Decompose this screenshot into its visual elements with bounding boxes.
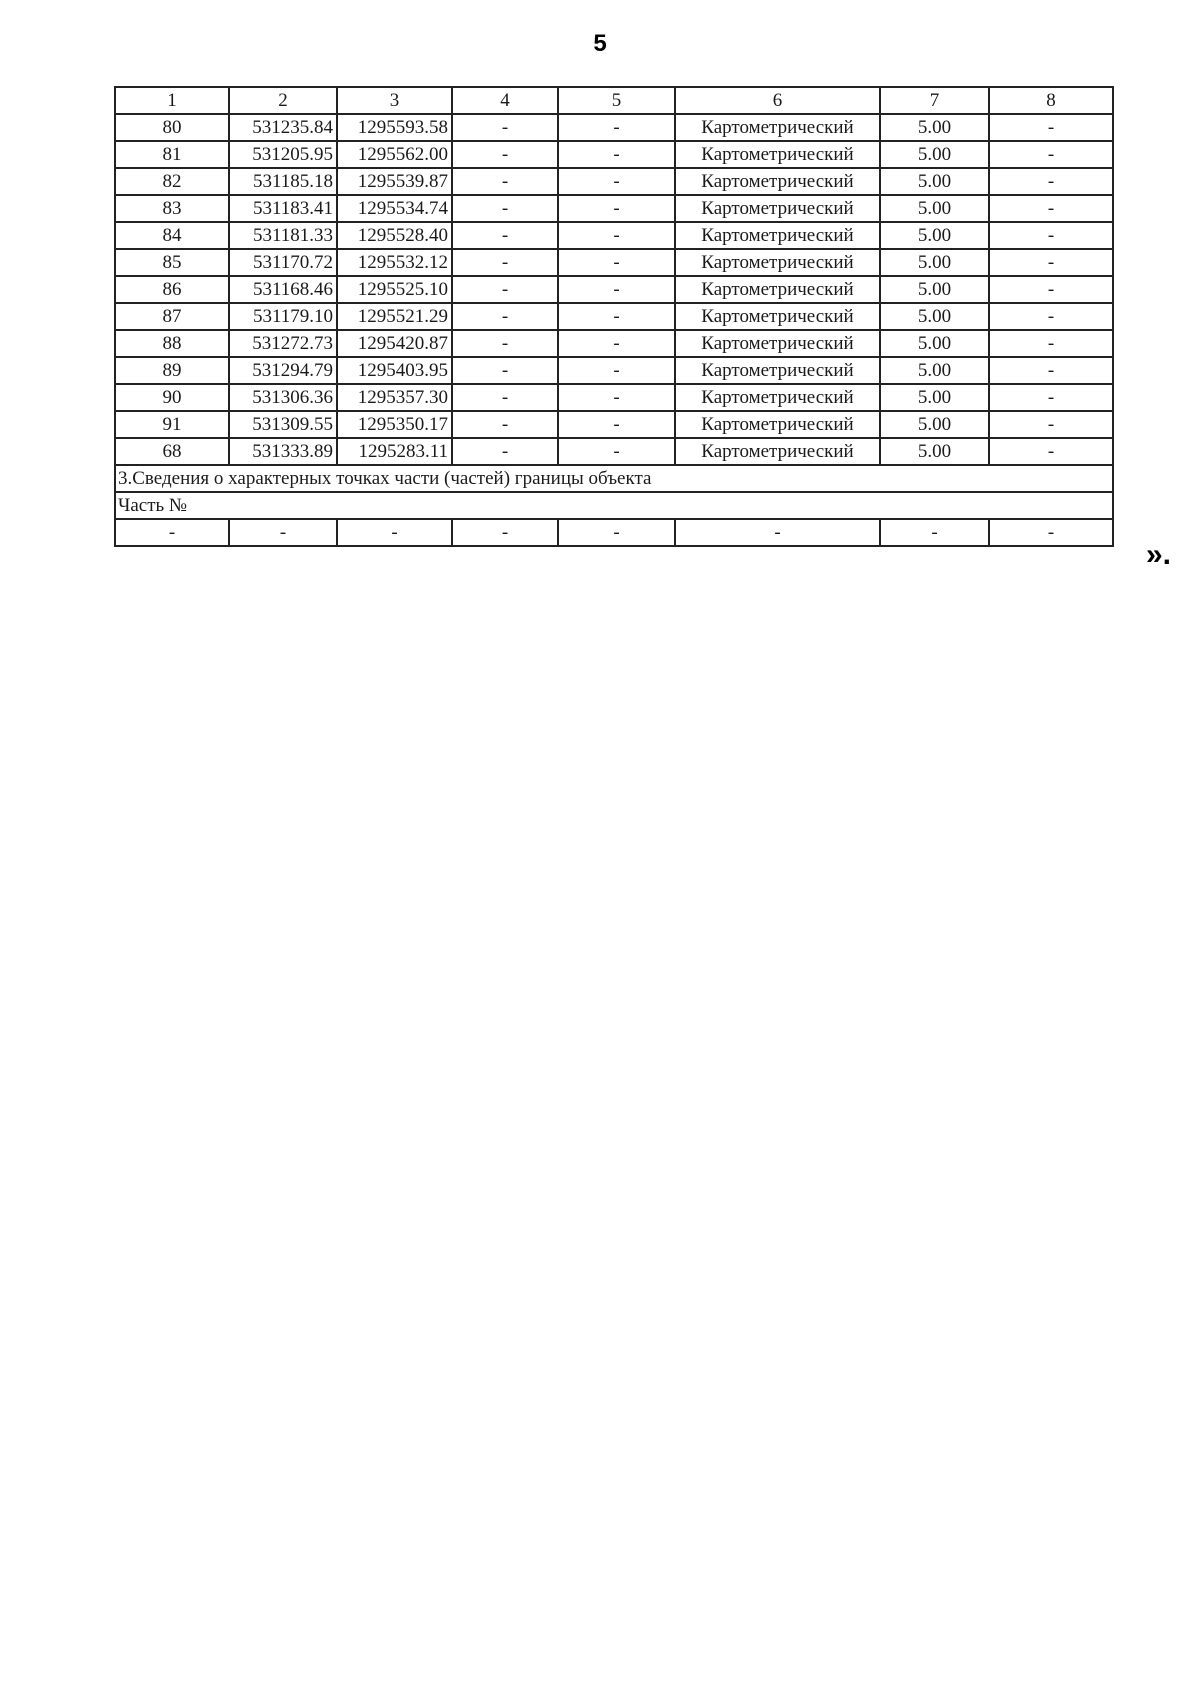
table-cell: - [558,519,675,546]
column-header: 6 [675,87,880,114]
table-cell: - [880,519,989,546]
table-cell: - [989,303,1113,330]
table-cell: - [558,114,675,141]
table-cell: - [989,249,1113,276]
table-row [115,438,1113,465]
table-cell: Картометрический [675,141,880,168]
table-cell: 1295539.87 [337,168,452,195]
table-cell: 1295283.11 [337,438,452,465]
table-cell: 531306.36 [229,384,337,411]
table-row [115,276,1113,303]
table-cell: - [558,168,675,195]
table-cell: - [452,438,558,465]
table-cell: - [452,303,558,330]
table-cell: 85 [115,249,229,276]
table-cell: - [452,141,558,168]
part-label-row [115,492,1113,519]
table-cell: - [989,114,1113,141]
table-cell: - [989,519,1113,546]
table-cell: 68 [115,438,229,465]
table-cell: Картометрический [675,168,880,195]
table-cell: 81 [115,141,229,168]
table-cell: - [558,249,675,276]
column-header: 2 [229,87,337,114]
table-cell: - [558,195,675,222]
table-cell: 531294.79 [229,357,337,384]
table-cell: 1295534.74 [337,195,452,222]
section-title: 3.Сведения о характерных точках части (частей) границы объекта [115,465,1113,492]
table-cell: 84 [115,222,229,249]
table-row [115,384,1113,411]
column-header: 3 [337,87,452,114]
table-cell: Картометрический [675,411,880,438]
table-cell: 5.00 [880,168,989,195]
table-cell: - [558,276,675,303]
table-row [115,330,1113,357]
table-cell: - [558,330,675,357]
table-cell: - [558,411,675,438]
table-row [115,303,1113,330]
table-cell: Картометрический [675,249,880,276]
table-cell: 5.00 [880,438,989,465]
table-cell: Картометрический [675,330,880,357]
table-cell: 86 [115,276,229,303]
table-cell: - [452,114,558,141]
table-cell: 531272.73 [229,330,337,357]
table-cell: 1295357.30 [337,384,452,411]
section-title-row [115,465,1113,492]
table-cell: - [989,222,1113,249]
table-cell: - [989,276,1113,303]
table-cell: 531309.55 [229,411,337,438]
table-cell: 1295521.29 [337,303,452,330]
column-header: 1 [115,87,229,114]
table-cell: 1295403.95 [337,357,452,384]
table-cell: 1295350.17 [337,411,452,438]
table-cell: 1295532.12 [337,249,452,276]
page-number: 5 [593,30,607,57]
table-row [115,141,1113,168]
column-header: 8 [989,87,1113,114]
table-cell: 5.00 [880,222,989,249]
table-cell: 531205.95 [229,141,337,168]
table-cell: 1295593.58 [337,114,452,141]
table-cell: 531168.46 [229,276,337,303]
table-cell: - [452,168,558,195]
table-cell: Картометрический [675,276,880,303]
table-cell: 91 [115,411,229,438]
table-cell: Картометрический [675,114,880,141]
table-cell: 87 [115,303,229,330]
closing-quote: ». [1146,538,1172,571]
table-cell: 531181.33 [229,222,337,249]
table-cell: - [452,330,558,357]
table-cell: Картометрический [675,384,880,411]
table-row [115,222,1113,249]
table-cell: 531185.18 [229,168,337,195]
table-cell: 89 [115,357,229,384]
table-cell: 1295525.10 [337,276,452,303]
table-cell: Картометрический [675,357,880,384]
column-header: 4 [452,87,558,114]
column-header: 7 [880,87,989,114]
table-cell: 5.00 [880,249,989,276]
table-row [115,168,1113,195]
table-cell: 5.00 [880,141,989,168]
table-cell: - [989,411,1113,438]
table-cell: 531179.10 [229,303,337,330]
table-cell: Картометрический [675,438,880,465]
table-cell: 5.00 [880,411,989,438]
table-cell: - [452,195,558,222]
table-cell: 5.00 [880,330,989,357]
table-cell: - [229,519,337,546]
table-cell: - [452,222,558,249]
table-row [115,411,1113,438]
table-row [115,114,1113,141]
table-cell: 82 [115,168,229,195]
table-cell: 90 [115,384,229,411]
table-cell: - [115,519,229,546]
column-header: 5 [558,87,675,114]
table-cell: - [452,276,558,303]
table-cell: - [452,411,558,438]
table-cell: - [452,249,558,276]
table-cell: - [452,519,558,546]
table-cell: 5.00 [880,357,989,384]
table-cell: 80 [115,114,229,141]
table-cell: 83 [115,195,229,222]
table-cell: - [558,303,675,330]
table-row [115,357,1113,384]
table-cell: - [675,519,880,546]
table-cell: - [558,222,675,249]
table-cell: 1295420.87 [337,330,452,357]
table-cell: - [989,384,1113,411]
part-label: Часть № [115,492,1113,519]
table-row [115,249,1113,276]
table-cell: 5.00 [880,114,989,141]
empty-part-row [115,519,1113,546]
table-cell: Картометрический [675,222,880,249]
table-cell: 531170.72 [229,249,337,276]
table-cell: 1295562.00 [337,141,452,168]
table-row [115,195,1113,222]
table-cell: - [558,384,675,411]
table-cell: 531333.89 [229,438,337,465]
table-cell: - [989,438,1113,465]
table-cell: Картометрический [675,303,880,330]
table-cell: 5.00 [880,384,989,411]
table-cell: - [558,357,675,384]
table-cell: - [989,357,1113,384]
table-cell: - [558,141,675,168]
table-header-row [115,87,1113,114]
table-cell: - [989,330,1113,357]
boundary-points-table [114,86,1114,547]
table-cell: - [452,357,558,384]
table-cell: - [989,195,1113,222]
table-cell: - [452,384,558,411]
table-cell: - [337,519,452,546]
table-cell: - [989,141,1113,168]
table-cell: 5.00 [880,303,989,330]
table-cell: Картометрический [675,195,880,222]
table-cell: 531235.84 [229,114,337,141]
table-cell: 5.00 [880,195,989,222]
table-cell: 1295528.40 [337,222,452,249]
table-cell: - [989,168,1113,195]
table-cell: - [558,438,675,465]
table-cell: 531183.41 [229,195,337,222]
table-cell: 5.00 [880,276,989,303]
table-cell: 88 [115,330,229,357]
